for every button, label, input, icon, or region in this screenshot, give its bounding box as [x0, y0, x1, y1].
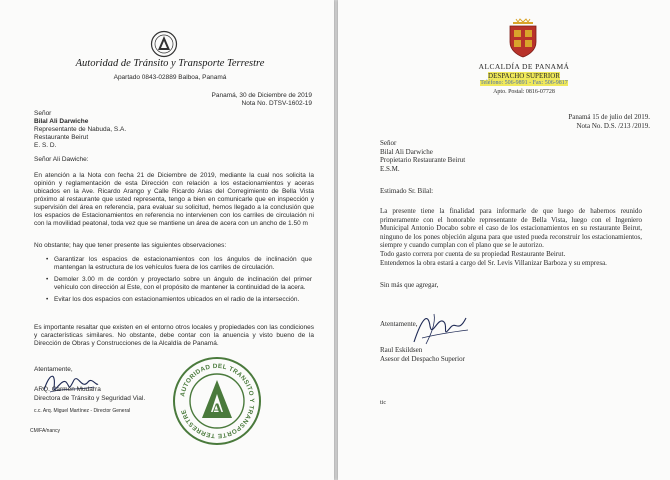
- recipient-block: [380, 139, 465, 173]
- paragraph-1: En atención a la Nota con fecha 21 de Diciembre de 2019, mediante la cual nos solicita la opinión y reglamentación de esta Dirección con relación a los estacionamientos y aceras ubicados en la Ave. Ricardo Arango y Calle Ricardo Arias del Corregimiento de Bella Vista próximo al restaurante que usted representa, tengo a bien en comunicarle que en inspección y supervisión del área en referencia, para evaluar su solicitud, hemos llegado a la conclusión que los espacios de Estacionamientos en referencia no intervienen con los carriles de circulación ni con la movilidad peatonal, toda vez que se mantiene un área de acera con un ancho de 1.50 m: [34, 172, 314, 227]
- office-name: [434, 72, 614, 80]
- recipient-line: E.S.M.: [380, 164, 400, 173]
- org-name: ALCALDÍA DE PANAMÁ: [478, 62, 570, 71]
- seal-text: AUTORIDAD DEL TRANSITO Y TRANSPORTE TERRESTRE: [179, 362, 256, 440]
- signer-title: Directora de Tránsito y Seguridad Vial.: [34, 395, 146, 402]
- list-item: • Evitar los dos espacios con estacionamientos ubicados en el radio de la intersección.: [46, 296, 312, 304]
- letter-date: Panamá 15 de julio del 2019.: [568, 113, 650, 121]
- signer-title: Asesor del Despacho Superior: [380, 355, 465, 363]
- letter-right: [338, 0, 670, 480]
- list-item: • Garantizar los espacios de estacionamientos con los ángulos de inclinación que mantengan la estructura de los vehículos fuera de los carriles de circulación.: [46, 256, 312, 272]
- paragraph-3: Es importante resaltar que existen en el entorno otros locales y propiedades con las condiciones y características similares. No obstante, debe contar con la anuencia y visto bueno de la Dirección de Obras y Construcciones de la Alcaldía de Panamá.: [34, 324, 314, 347]
- recipient-line: E. S. D.: [34, 142, 57, 149]
- phone-label: Teléfono: 506-9891 - Fax: 506-9817: [480, 80, 568, 86]
- recipient-line: Bilal Ali Darwiche: [380, 147, 433, 156]
- initials: tic: [380, 400, 386, 406]
- paragraph-2: No obstante; hay que tener presente las siguientes observaciones:: [34, 242, 227, 249]
- org-name: Autoridad de Tránsito y Transporte Terrestre: [75, 58, 265, 69]
- letter-reference: Nota No. D.S. /213 /2019.: [576, 122, 650, 130]
- observations-list: [46, 256, 312, 308]
- paragraph-1: La presente tiene la finalidad para informarle de que luego de habernos reunido primeramente con el honorable representante de Bella Vista, luego con el Ingeniero Municipal Antonio Docabo sobre el caso de los estacionamientos en su restaurante Beirut, ninguno de los pones objeción alguna para que usted pueda reconstruir los estacionamientos, siempre y cuando cumplan con el plano que se le autorizo.: [380, 207, 642, 250]
- closing: Atentamente,: [380, 320, 418, 328]
- letter-reference: Nota No. DTSV-1602-19: [241, 100, 312, 107]
- paragraph-3: Entendemos la obra estará a cargo del Sr. Levis Villanizar Barboza y su empresa.: [380, 259, 607, 267]
- recipient-line: Señor: [380, 139, 397, 147]
- phone-line: [434, 80, 614, 86]
- signature-image: [408, 308, 470, 348]
- recipient-line: Representante de Nabuda, S.A.: [34, 126, 127, 133]
- cc-line: c.c. Arq. Miguel Martínez - Director General: [34, 408, 131, 414]
- closing: Atentamente,: [34, 366, 73, 373]
- attt-emblem-icon: [150, 30, 178, 58]
- org-address: Apartado 0843-02889 Balboa, Panamá: [113, 74, 227, 81]
- letter-date: Panamá, 30 de Diciembre de 2019: [211, 92, 312, 99]
- recipient-line: Restaurante Beirut: [34, 134, 89, 141]
- office-label: DESPACHO SUPERIOR: [488, 72, 560, 80]
- salutation: Señor Ali Dawiche:: [34, 156, 89, 163]
- recipient-line: Bilal Ali Darwiche: [34, 118, 89, 125]
- letter-left: [0, 0, 334, 480]
- recipient-block: [34, 110, 126, 150]
- closing-line: Sin más que agregar,: [380, 281, 439, 289]
- coat-of-arms-icon: [505, 18, 541, 58]
- recipient-line: Señor: [34, 110, 52, 117]
- list-item: • Demoler 3.00 m de cordón y proyectarlo sobre un ángulo de inclinación del primer vehículo con dirección al Este, con el propósito de mantener la continuidad de la acera.: [46, 276, 312, 292]
- recipient-line: Propietario Restaurante Beirut: [380, 156, 466, 165]
- initials: CM/FA/nancy: [30, 428, 61, 434]
- seal-letter: A: [211, 401, 223, 418]
- signer-name: Raul Eskildsen: [380, 346, 423, 354]
- signer-name: ARQ. Carmen Mudarra: [34, 386, 101, 393]
- official-seal-image: [172, 356, 262, 446]
- postal-address: Apto. Postal: 0816-07728: [493, 89, 555, 95]
- salutation: Estimado Sr. Bilal:: [380, 187, 434, 195]
- paragraph-2: Todo gasto correra por cuenta de su propiedad Restaurante Beirut.: [380, 250, 566, 258]
